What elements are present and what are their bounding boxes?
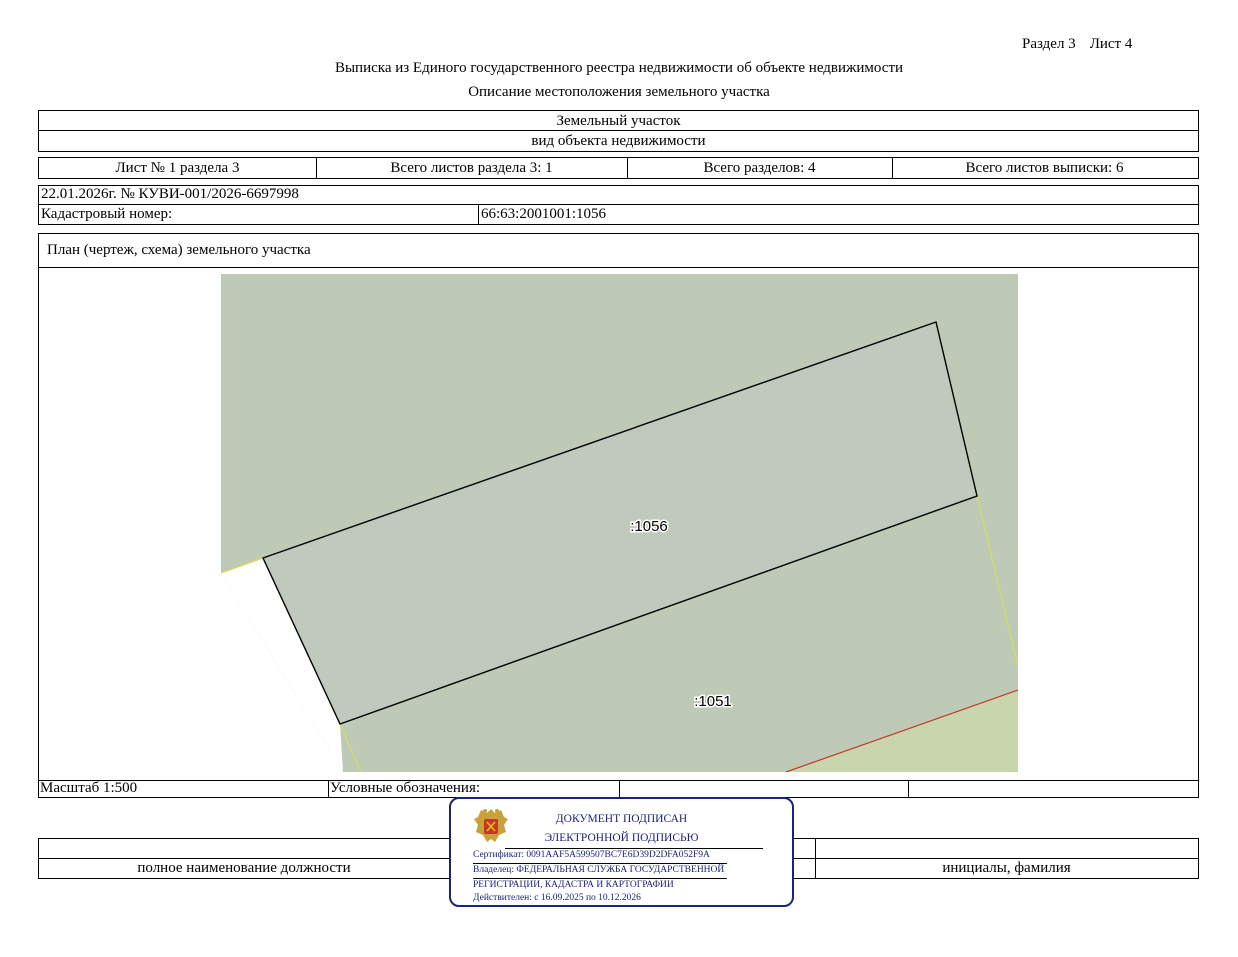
total-sheets-extract: Всего листов выписки: 6 xyxy=(965,159,1124,176)
scale-label: Масштаб 1:500 xyxy=(40,780,138,796)
stamp-owner-line1: Владелец: ФЕДЕРАЛЬНАЯ СЛУЖБА ГОСУДАРСТВЕННОЙ xyxy=(473,865,725,875)
cadastral-value: 66:63:2001001:1056 xyxy=(481,206,607,222)
page-reference xyxy=(1022,36,1132,53)
object-type-table xyxy=(38,110,1199,152)
stamp-title-line2: ЭЛЕКТРОННОЙ ПОДПИСЬЮ xyxy=(544,832,699,844)
cadastral-map xyxy=(221,274,1018,772)
object-type: Земельный участок xyxy=(556,113,681,129)
document-title: Выписка из Единого государственного реестра недвижимости об объекте недвижимости xyxy=(334,60,904,76)
stamp-certificate: Сертификат: 0091AAF5A599507BC7E6D39D2DFA052F9A xyxy=(473,850,710,860)
parcel-neighbor-label: :1051 xyxy=(694,693,732,710)
sheet-info-row xyxy=(38,157,1199,179)
stamp-owner-line2: РЕГИСТРАЦИИ, КАДАСТРА И КАРТОГРАФИИ xyxy=(473,880,674,890)
object-type-caption: вид объекта недвижимости xyxy=(531,133,706,149)
stamp-validity: Действителен: с 16.09.2025 по 10.12.2026 xyxy=(473,893,641,903)
document-subtitle: Описание местоположения земельного участка xyxy=(468,84,770,100)
electronic-signature-stamp xyxy=(449,797,794,907)
position-caption: полное наименование должности xyxy=(137,860,351,876)
stamp-title-line1: ДОКУМЕНТ ПОДПИСАН xyxy=(555,813,688,825)
scale-legend-row xyxy=(38,780,1199,798)
total-sheets-section: Всего листов раздела 3: 1 xyxy=(390,159,553,176)
total-sections: Всего разделов: 4 xyxy=(703,159,816,176)
sheet-of-section: Лист № 1 раздела 3 xyxy=(115,159,240,176)
plan-title: План (чертеж, схема) земельного участка xyxy=(47,242,311,258)
record-table xyxy=(38,185,1199,225)
parcel-main-label: :1056 xyxy=(630,518,668,535)
map-drawing xyxy=(221,274,1018,772)
section-number: Раздел 3 xyxy=(1022,36,1076,52)
record-date-number: 22.01.2026г. № КУВИ-001/2026-6697998 xyxy=(41,186,299,202)
cadastral-label: Кадастровый номер: xyxy=(41,206,173,222)
name-caption: инициалы, фамилия xyxy=(942,860,1071,876)
sheet-number: Лист 4 xyxy=(1089,36,1133,52)
legend-label: Условные обозначения: xyxy=(330,780,481,796)
